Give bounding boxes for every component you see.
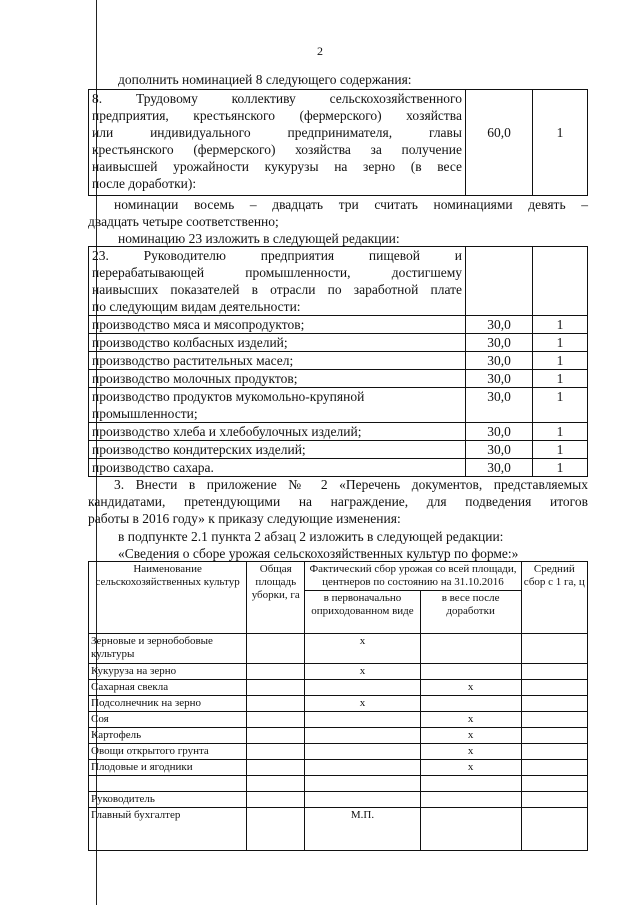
nomination-8-count: 1: [533, 90, 588, 196]
accountant-signature-label: Главный бухгалтер: [89, 808, 247, 851]
table-row: производство растительных масел; 30,0 1: [89, 352, 588, 370]
section-3-paragraph: 3. Внести в приложение № 2 «Перечень документов, представляемых кандидатами, претендующими на награждение, для подведения итогов работы в 2016 году» к приказу следующие изменения:: [88, 477, 588, 526]
nomination-8-amount: 60,0: [466, 90, 533, 196]
page-number: 2: [317, 44, 323, 58]
table-row: [89, 776, 588, 792]
table-row: производство продуктов мукомольно-крупяной промышленности; 30,0 1: [89, 388, 588, 423]
header-initial-weight: в первоначально оприходованном виде: [305, 591, 420, 634]
table-row: [89, 792, 588, 808]
table-row: Зерновые и зернобобовые культуры х: [89, 634, 588, 664]
renumber-paragraph: номинации восемь – двадцать три считать номинациями девять – двадцать четыре соответственно;: [88, 197, 588, 229]
nomination-23-table: [88, 246, 588, 477]
head-signature-label: Руководитель: [89, 792, 247, 808]
table-row: производство молочных продуктов; 30,0 1: [89, 370, 588, 388]
table-row: Картофель х: [89, 728, 588, 744]
header-crop-name: Наименование сельскохозяйственных культур: [89, 562, 247, 634]
form-caption: «Сведения о сборе урожая сельскохозяйственных культур по форме:»: [118, 546, 519, 561]
table-row: Кукуруза на зерно х: [89, 664, 588, 680]
table-row: Сахарная свекла х: [89, 680, 588, 696]
table-row: производство мяса и мясопродуктов; 30,0 1: [89, 316, 588, 334]
header-after-processing: в весе после доработки: [420, 591, 521, 634]
table-row: Плодовые и ягодники х: [89, 760, 588, 776]
table-row: Овощи открытого грунта х: [89, 744, 588, 760]
table-row: производство хлеба и хлебобулочных изделий; 30,0 1: [89, 423, 588, 441]
table-row: [89, 808, 588, 851]
table-row: производство колбасных изделий; 30,0 1: [89, 334, 588, 352]
table-row: Подсолнечник на зерно х: [89, 696, 588, 712]
header-actual-harvest: Фактический сбор урожая со всей площади, центнеров по состоянию на 31.10.2016: [305, 562, 521, 591]
table-row: производство кондитерских изделий; 30,0 1: [89, 441, 588, 459]
table-row: Соя х: [89, 712, 588, 728]
nomination-23-intro: номинацию 23 изложить в следующей редакции:: [118, 231, 400, 246]
intro-paragraph: дополнить номинацией 8 следующего содержания:: [118, 72, 412, 87]
nomination-8-text: 8. Трудовому коллективу сельскохозяйственного предприятия, крестьянского (фермерского) хозяйства или индивидуального предпринимателя, главы крестьянского (фермерского) хозяйства за получение наивысшей урожайности кукурузы на зерно (в весе после доработки):: [89, 90, 466, 196]
header-average-yield: Средний сбор с 1 га, ц: [521, 562, 587, 634]
subitem-paragraph: в подпункте 2.1 пункта 2 абзац 2 изложить в следующей редакции:: [118, 529, 504, 544]
nomination-8-table: [88, 89, 588, 196]
nomination-23-header: 23. Руководителю предприятия пищевой и перерабатывающей промышленности, достигшему наивысших показателей в отрасли по заработной плате по следующим видам деятельности:: [89, 247, 466, 316]
harvest-table: [88, 561, 588, 851]
stamp-place: М.П.: [305, 808, 420, 851]
table-row: производство сахара. 30,0 1: [89, 459, 588, 477]
header-area: Общая площадь уборки, га: [247, 562, 305, 634]
